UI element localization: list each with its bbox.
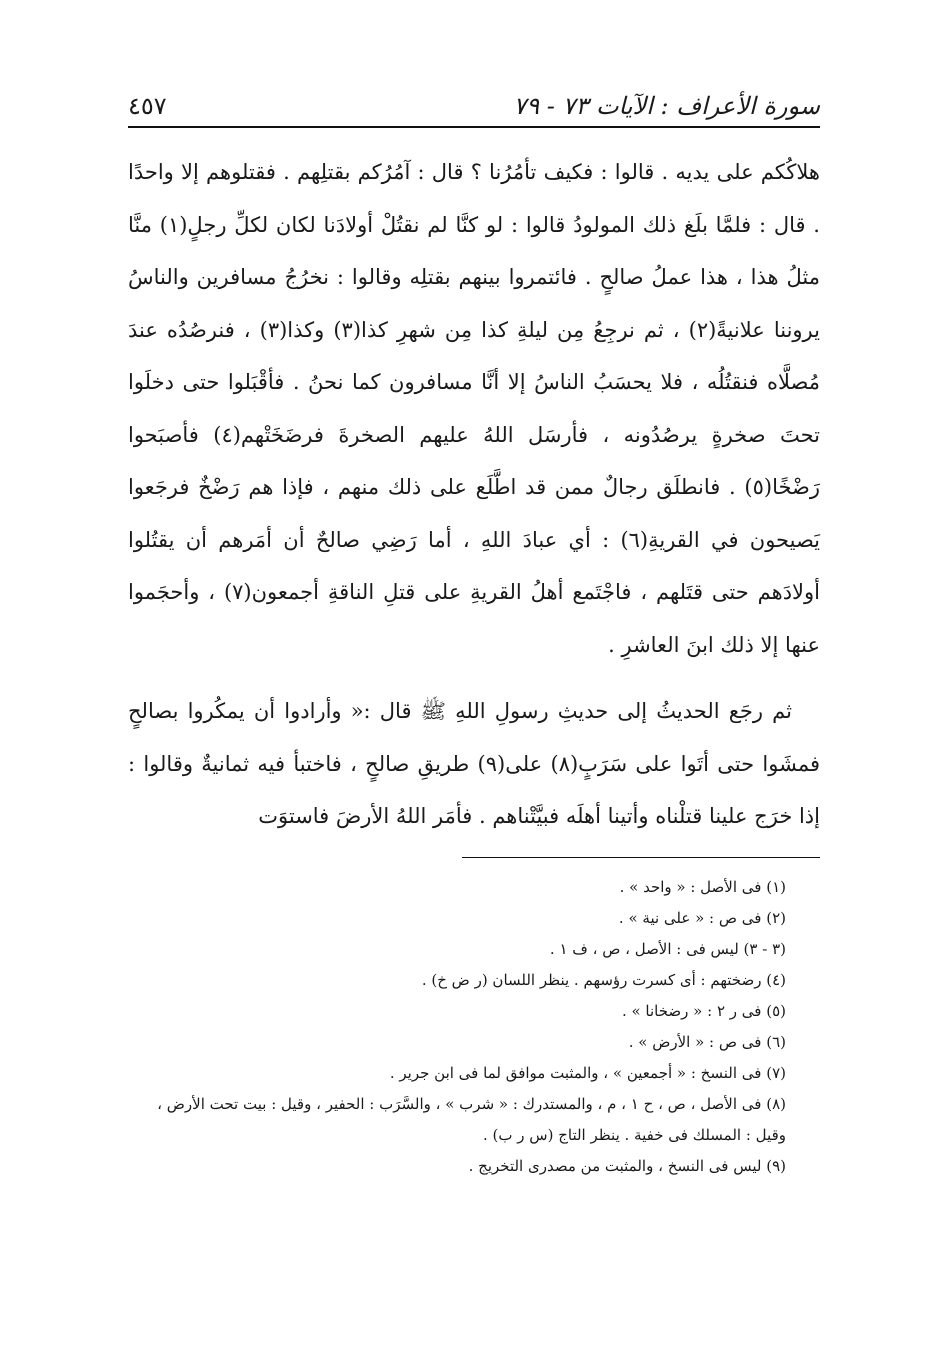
footnote: (٨) فى الأصل ، ص ، ح ١ ، م ، والمستدرك : « شرب » ، والسَّرَب : الحفير ، وقيل : بيت تحت الأرض ، (157, 1095, 786, 1113)
footnote-divider (462, 857, 820, 858)
page-header (128, 62, 820, 128)
running-title: سورة الأعراف : الآيات ٧٣ - ٧٩ (513, 92, 820, 120)
footnotes (128, 872, 820, 1182)
footnote: (٣ - ٣) ليس فى : الأصل ، ص ، ف ١ . (549, 940, 786, 958)
paragraph: هلاكُكم على يديه . قالوا : فكيف تأمُرُنا ؟ قال : آمُرُكم بقتلِهم . فقتلوهم إلا واحدًا . قال : فلمَّا بلَغ ذلك المولودُ قالوا : لو كنَّا لم نقتُلْ أولادَنا لكان لكلِّ رجلٍ(١) منَّا مثلُ هذا ، هذا عملُ صالحٍ . فائتمروا بينهم بقتلِه وقالوا : نخرُجُ مسافرين والناسُ يروننا علانيةً(٢) ، ثم نرجِعُ مِن ليلةِ كذا مِن شهرِ كذا(٣) وكذا(٣) ، فنرصُدُه عندَ مُصلَّاه فنقتُلُه ، فلا يحسَبُ الناسُ إلا أنَّا مسافرون كما نحنُ . فأقْبَلوا حتى دخلَوا تحتَ صخرةٍ يرصُدُونه ، فأرسَل اللهُ عليهم الصخرةَ فرضَخَتْهم(٤) فأصبَحوا رَضْخًا(٥) . فانطلَق رجالٌ ممن قد اطَّلَع على ذلك منهم ، فإذا هم رَضْخٌ فرجَعوا يَصيحون في القريةِ(٦) : أي عبادَ اللهِ ، أما رَضِي صالحٌ أن أمَرهم أن يقتُلوا أولادَهم حتى قتَلهم ، فاجْتَمع أهلُ القريةِ على قتلِ الناقةِ أجمعون(٧) ، وأحجَموا عنها إلا ذلك ابنَ العاشرِ . (128, 160, 820, 657)
paragraph: ثم رجَع الحديثُ إلى حديثِ رسولِ اللهِ ﷺ قال :« وأرادوا أن يمكُروا بصالحٍ فمشَوا حتى أتَوا على سَرَبٍ(٨) على(٩) طريقِ صالحٍ ، فاختبأ فيه ثمانيةٌ وقالوا : إذا خرَج علينا قتلْناه وأتينا أهلَه فبيَّتْناهم . فأمَر اللهُ الأرضَ فاستوَت (128, 699, 820, 828)
main-text (128, 146, 820, 843)
footnote-continuation: وقيل : المسلك فى خفية . ينظر التاج (س ر ب) . (482, 1126, 786, 1144)
footnote: (١) فى الأصل : « واحد » . (619, 878, 786, 896)
footnote: (٦) فى ص : « الأرض » . (628, 1033, 786, 1051)
footnote: (٢) فى ص : « على نية » . (618, 909, 786, 927)
page-number: ٤٥٧ (128, 92, 167, 120)
footnote: (٩) ليس فى النسخ ، والمثبت من مصدرى التخريج . (468, 1157, 786, 1175)
footnote: (٧) فى النسخ : « أجمعين » ، والمثبت موافق لما فى ابن جرير . (389, 1064, 786, 1082)
footnote: (٤) رضختهم : أى كسرت رؤسهم . ينظر اللسان (ر ض خ) . (421, 971, 786, 989)
footnote: (٥) فى ر ٢ : « رضخانا » . (621, 1002, 786, 1020)
